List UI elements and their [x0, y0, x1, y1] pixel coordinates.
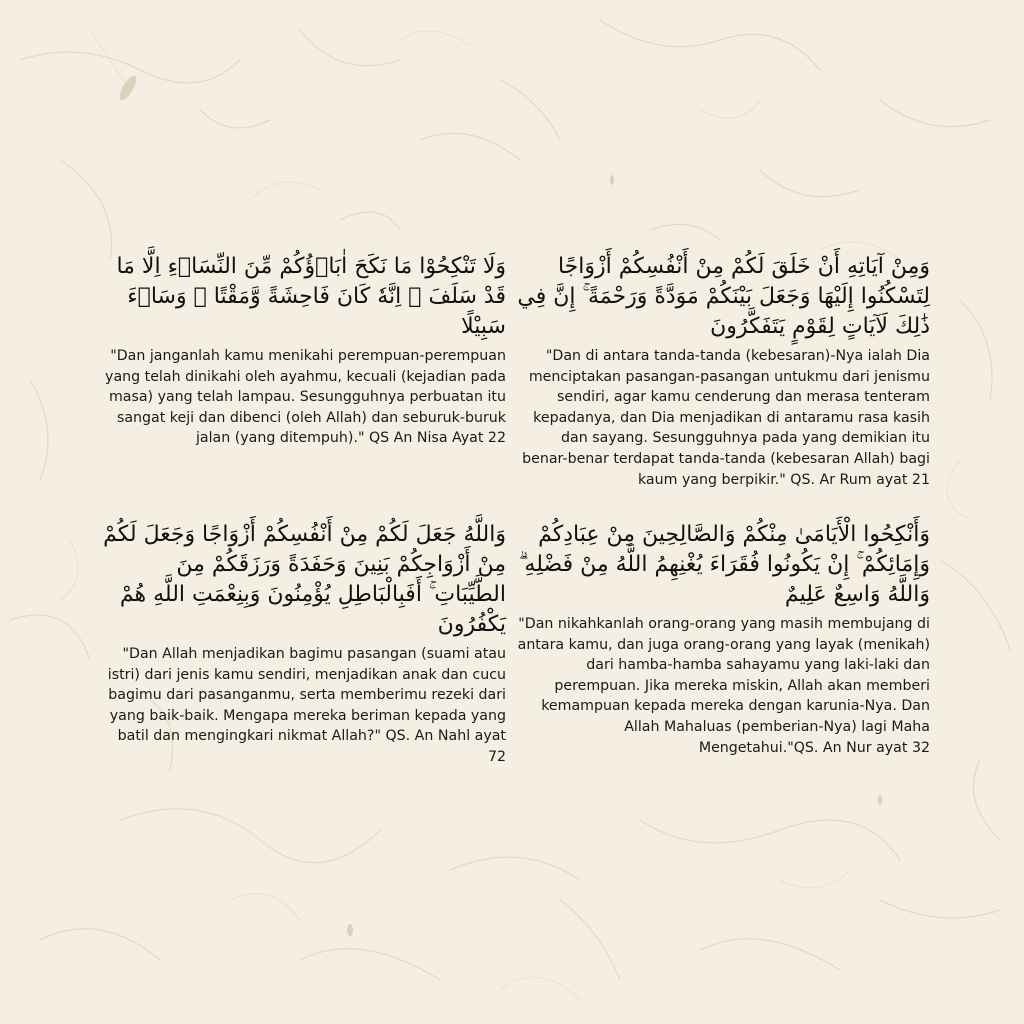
verse-block-an-nahl-72 — [100, 520, 506, 768]
translation-text: "Dan nikahkanlah orang-orang yang masih membujang di antara kamu, dan juga orang-orang yang layak (menikah) dari hamba-hamba sahayamu yang laki-laki dan perempuan. Jika mereka miskin, Allah akan memberi kemampuan kepada mereka dengan karunia-Nya. Dan Allah Mahaluas (pemberian-Nya) lagi Maha Mengetahui."QS. An Nur ayat 32 — [517, 616, 930, 756]
translation-text: "Dan di antara tanda-tanda (kebesaran)-Nya ialah Dia menciptakan pasangan-pasangan untukmu dari jenismu sendiri, agar kamu cenderung dan merasa tenteram kepadanya, dan Dia menjadikan di antaramu rasa kasih dan sayang. Sesungguhnya pada yang demikian itu benar-benar terdapat tanda-tanda (kebesaran Allah) bagi kaum yang berpikir." QS. Ar Rum ayat 21 — [522, 348, 930, 488]
verse-block-ar-rum-21 — [516, 252, 930, 490]
arabic-verse-text: وَاللَّهُ جَعَلَ لَكُمْ مِنْ أَنْفُسِكُمْ أَزْوَاجًا وَجَعَلَ لَكُمْ مِنْ أَزْوَاجِكُمْ بَنِينَ وَحَفَدَةً وَرَزَقَكُمْ مِنَ الطَّيِّبَاتِ ۚ أَفَبِالْبَاطِلِ يُؤْمِنُونَ وَبِنِعْمَتِ اللَّهِ هُمْ يَكْفُرُونَ — [103, 522, 506, 637]
arabic-verse-text: وَأَنْكِحُوا الْأَيَامَىٰ مِنْكُمْ وَالصَّالِحِينَ مِنْ عِبَادِكُمْ وَإِمَائِكُمْ ۚ إِنْ يَكُونُوا فُقَرَاءَ يُغْنِهِمُ اللَّهُ مِنْ فَضْلِهِ ۗ وَاللَّهُ وَاسِعٌ عَلِيمٌ — [518, 522, 930, 607]
arabic-verse-text: وَمِنْ آيَاتِهِ أَنْ خَلَقَ لَكُمْ مِنْ أَنْفُسِكُمْ أَزْوَاجًا لِتَسْكُنُوا إِلَيْهَا وَجَعَلَ بَيْنَكُمْ مَوَدَّةً وَرَحْمَةً ۚ إِنَّ فِي ذَٰلِكَ لَآيَاتٍ لِقَوْمٍ يَتَفَكَّرُونَ — [517, 254, 930, 339]
arabic-verse-text: وَلَا تَنْكِحُوْا مَا نَكَحَ اٰبَاۤؤُكُمْ مِّنَ النِّسَاۤءِ اِلَّا مَا قَدْ سَلَفَ ۗ اِنَّهٗ كَانَ فَاحِشَةً وَّمَقْتًا ۗ وَسَاۤءَ سَبِيْلًا — [116, 254, 506, 339]
translation-text: "Dan janganlah kamu menikahi perempuan-perempuan yang telah dinikahi oleh ayahmu, kecuali (kejadian pada masa) yang telah lampau. Sesungguhnya perbuatan itu sangat keji dan dibenci (oleh Allah) dan seburuk-buruk jalan (yang ditempuh)." QS An Nisa Ayat 22 — [105, 348, 506, 447]
verse-block-an-nisa-22 — [100, 252, 506, 449]
verse-block-an-nur-32 — [516, 520, 930, 758]
translation-text: "Dan Allah menjadikan bagimu pasangan (suami atau istri) dari jenis kamu sendiri, menjadikan anak dan cucu bagimu dari pasanganmu, serta memberimu rezeki dari yang baik-baik. Mengapa mereka beriman kepada yang batil dan mengingkari nikmat Allah?" QS. An Nahl ayat 72 — [107, 646, 506, 765]
